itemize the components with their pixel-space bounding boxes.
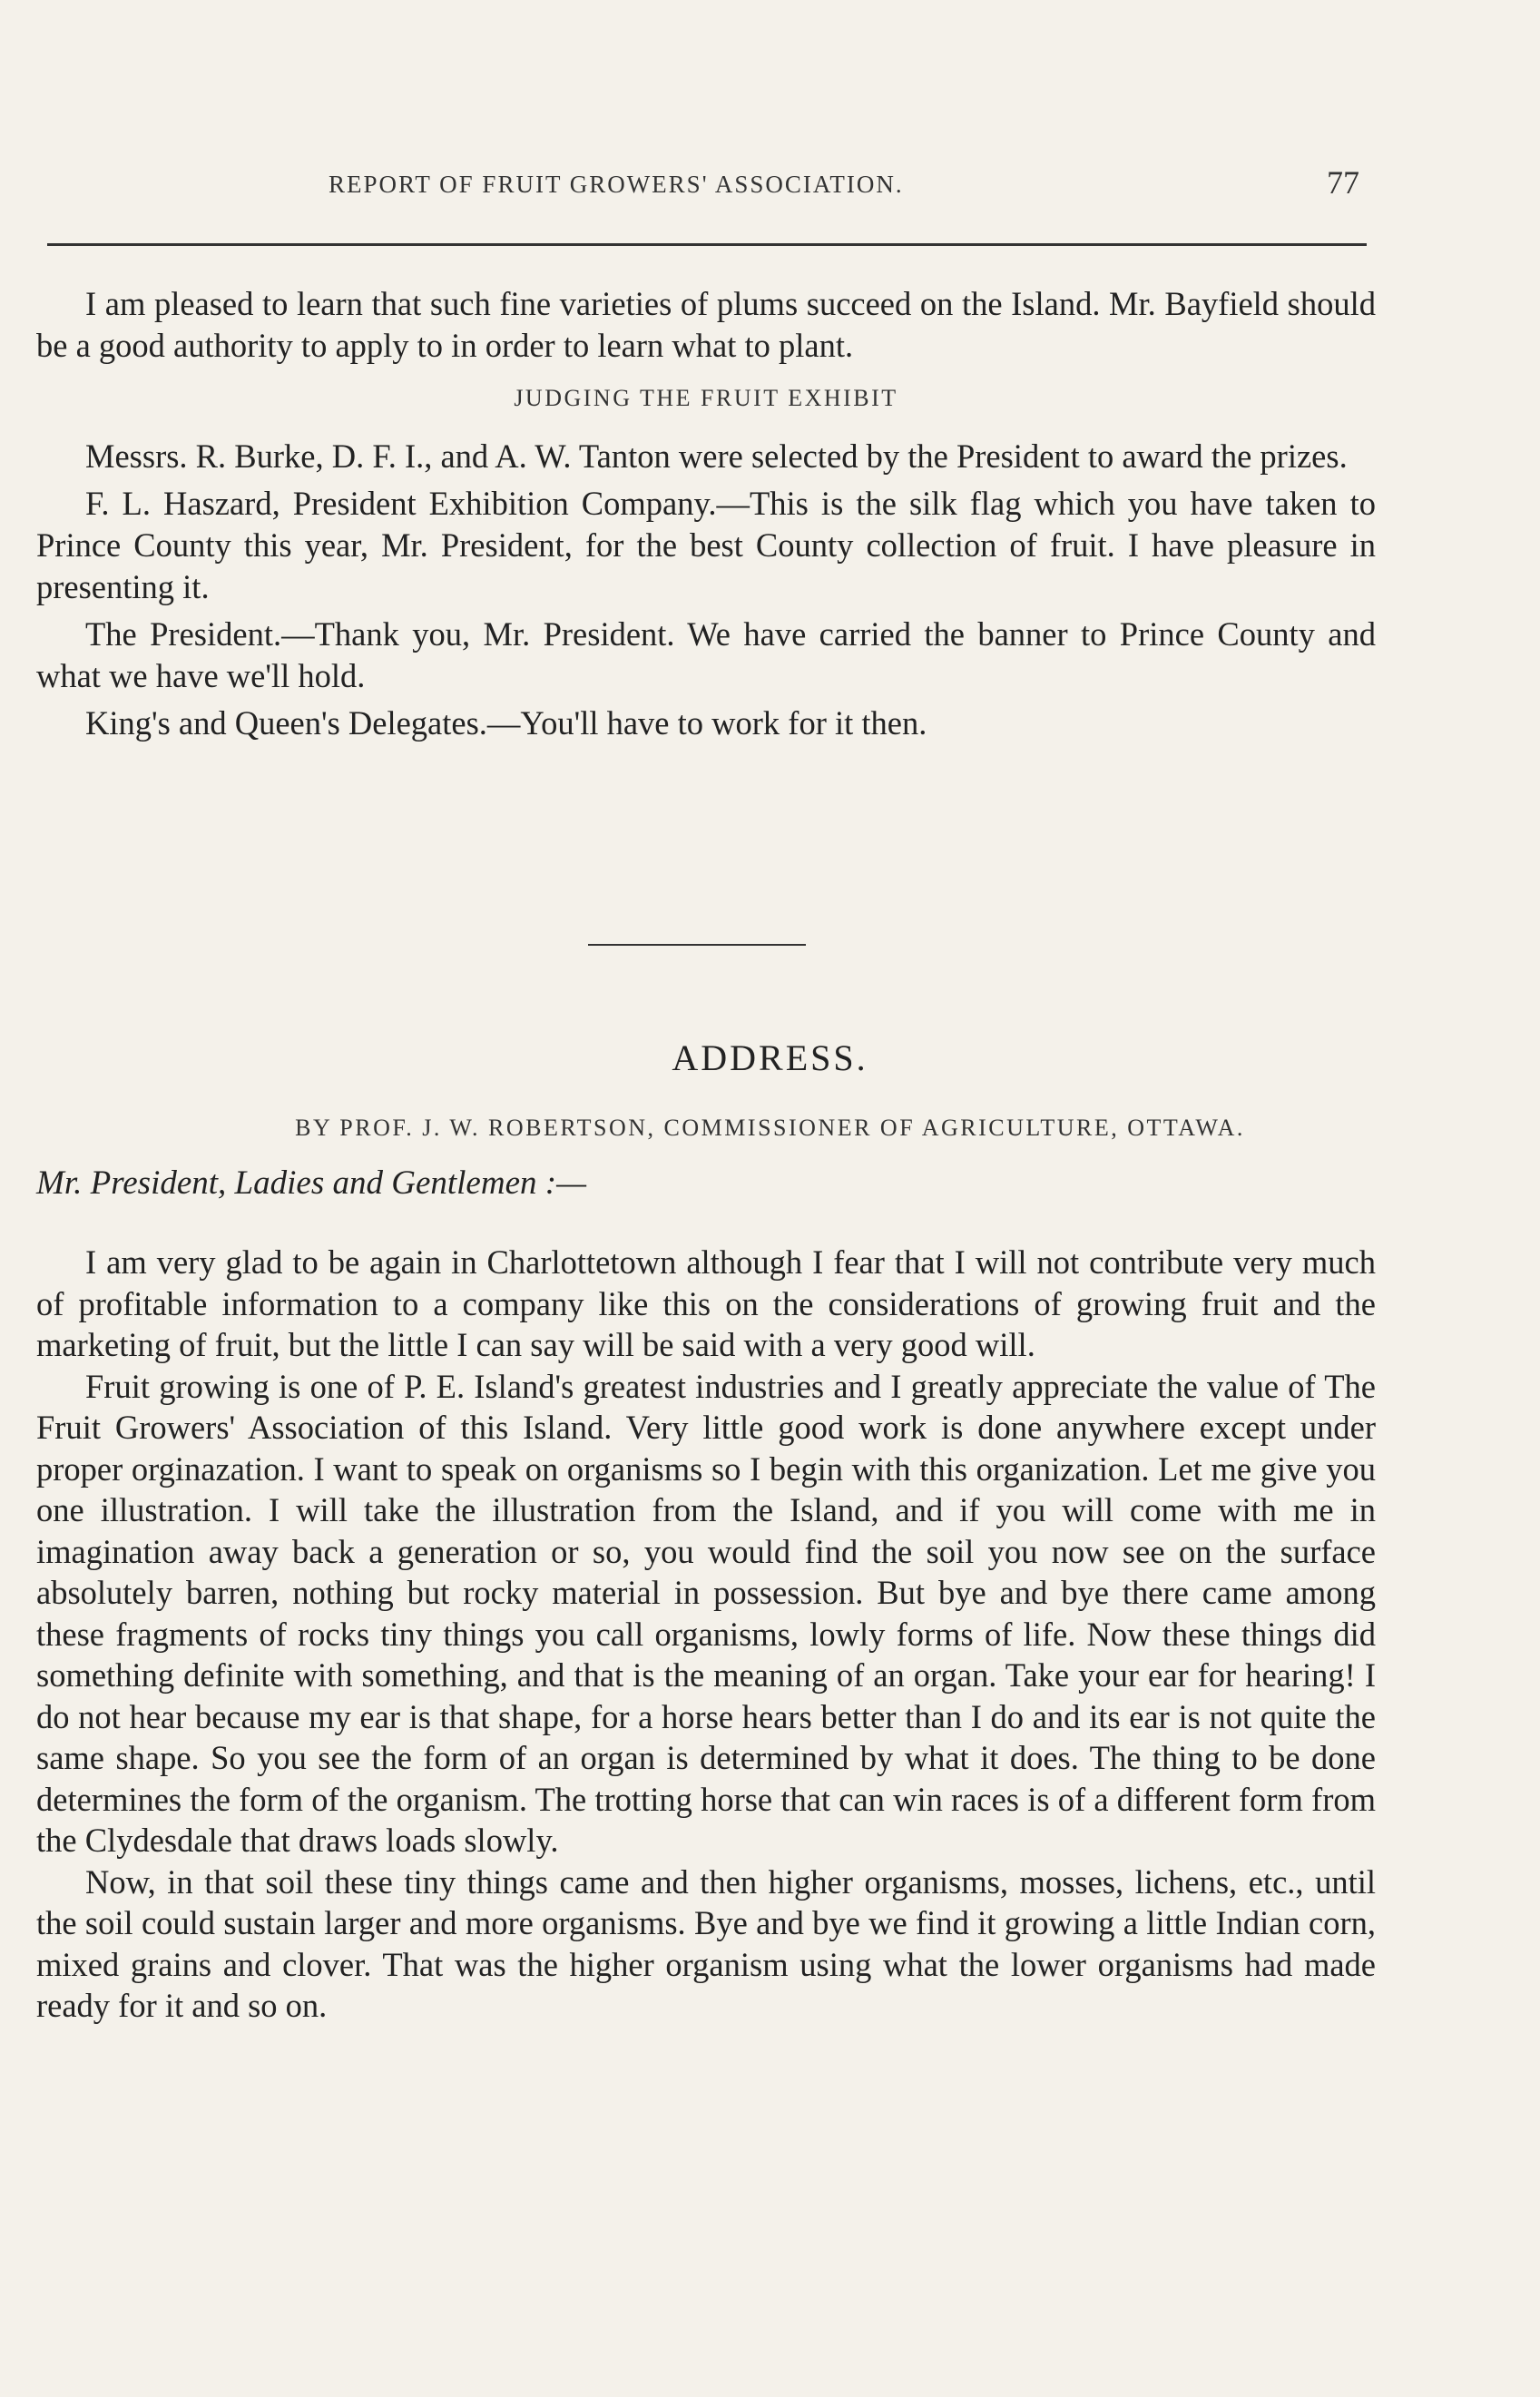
address-salutation: Mr. President, Ladies and Gentlemen :—	[36, 1164, 586, 1202]
paragraph-judges: Messrs. R. Burke, D. F. I., and A. W. Tanton were selected by the President to award the prizes.	[85, 437, 1348, 475]
paragraph-plums: I am pleased to learn that such fine varieties of plums succeed on the Island. Mr. Bayfield should be a good authority to apply to in order to learn what to plant.	[36, 285, 1376, 364]
section-divider	[588, 944, 806, 946]
address-body	[36, 1242, 1376, 2027]
page-number: 77	[1327, 164, 1359, 201]
address-paragraph-2: Fruit growing is one of P. E. Island's greatest industries and I greatly appreciate the value of The Fruit Growers' Association of this Island. Very little good work is done anywhere except under proper orginazation. I want to speak on organisms so I begin with this organization. Let me give you one illustration. I will take the illustration from the Island, and if you will come with me in imagination away back a generation or so, you would find the soil you now see on the surface absolutely barren, nothing but rocky material in possession. But bye and bye there came among these fragments of rocks tiny things you call organisms, lowly forms of life. Now these things did something definite with something, and that is the meaning of an organ. Take your ear for hearing! I do not hear because my ear is that shape, for a horse hears better than I do and its ear is not quite the same shape. So you see the form of an organ is determined by what it does. The thing to be done determines the form of the organism. The trotting horse that can win races is of a different form from the Clydesdale that draws loads slowly.	[36, 1367, 1376, 1859]
paragraph-president: The President.—Thank you, Mr. President. We have carried the banner to Prince County and what we have we'll hold.	[36, 615, 1376, 694]
header-rule	[47, 243, 1367, 246]
address-byline: BY PROF. J. W. ROBERTSON, COMMISSIONER OF AGRICULTURE, OTTAWA.	[295, 1115, 1245, 1141]
address-title: ADDRESS.	[672, 1037, 868, 1078]
first-section	[36, 283, 1376, 750]
paragraph-haszard: F. L. Haszard, President Exhibition Company.—This is the silk flag which you have taken to Prince County this year, Mr. President, for the best County collection of fruit. I have pleasure in presenting it.	[36, 485, 1376, 605]
address-paragraph-1: I am very glad to be again in Charlottetown although I fear that I will not contribute very much of profitable information to a company like this on the considerations of growing fruit and the marketing of fruit, but the little I can say will be said with a very good will.	[36, 1243, 1376, 1363]
subheading-judging: JUDGING THE FRUIT EXHIBIT	[514, 385, 898, 411]
address-paragraph-3: Now, in that soil these tiny things came and then higher organisms, mosses, lichens, etc., until the soil could sustain larger and more organisms. Bye and bye we find it growing a little Indian corn, mixed grains and clover. That was the higher organism using what the lower organisms had made ready for it and so on.	[36, 1862, 1376, 2024]
running-title: REPORT OF FRUIT GROWERS' ASSOCIATION.	[329, 171, 904, 198]
paragraph-delegates: King's and Queen's Delegates.—You'll have to work for it then.	[85, 704, 927, 742]
